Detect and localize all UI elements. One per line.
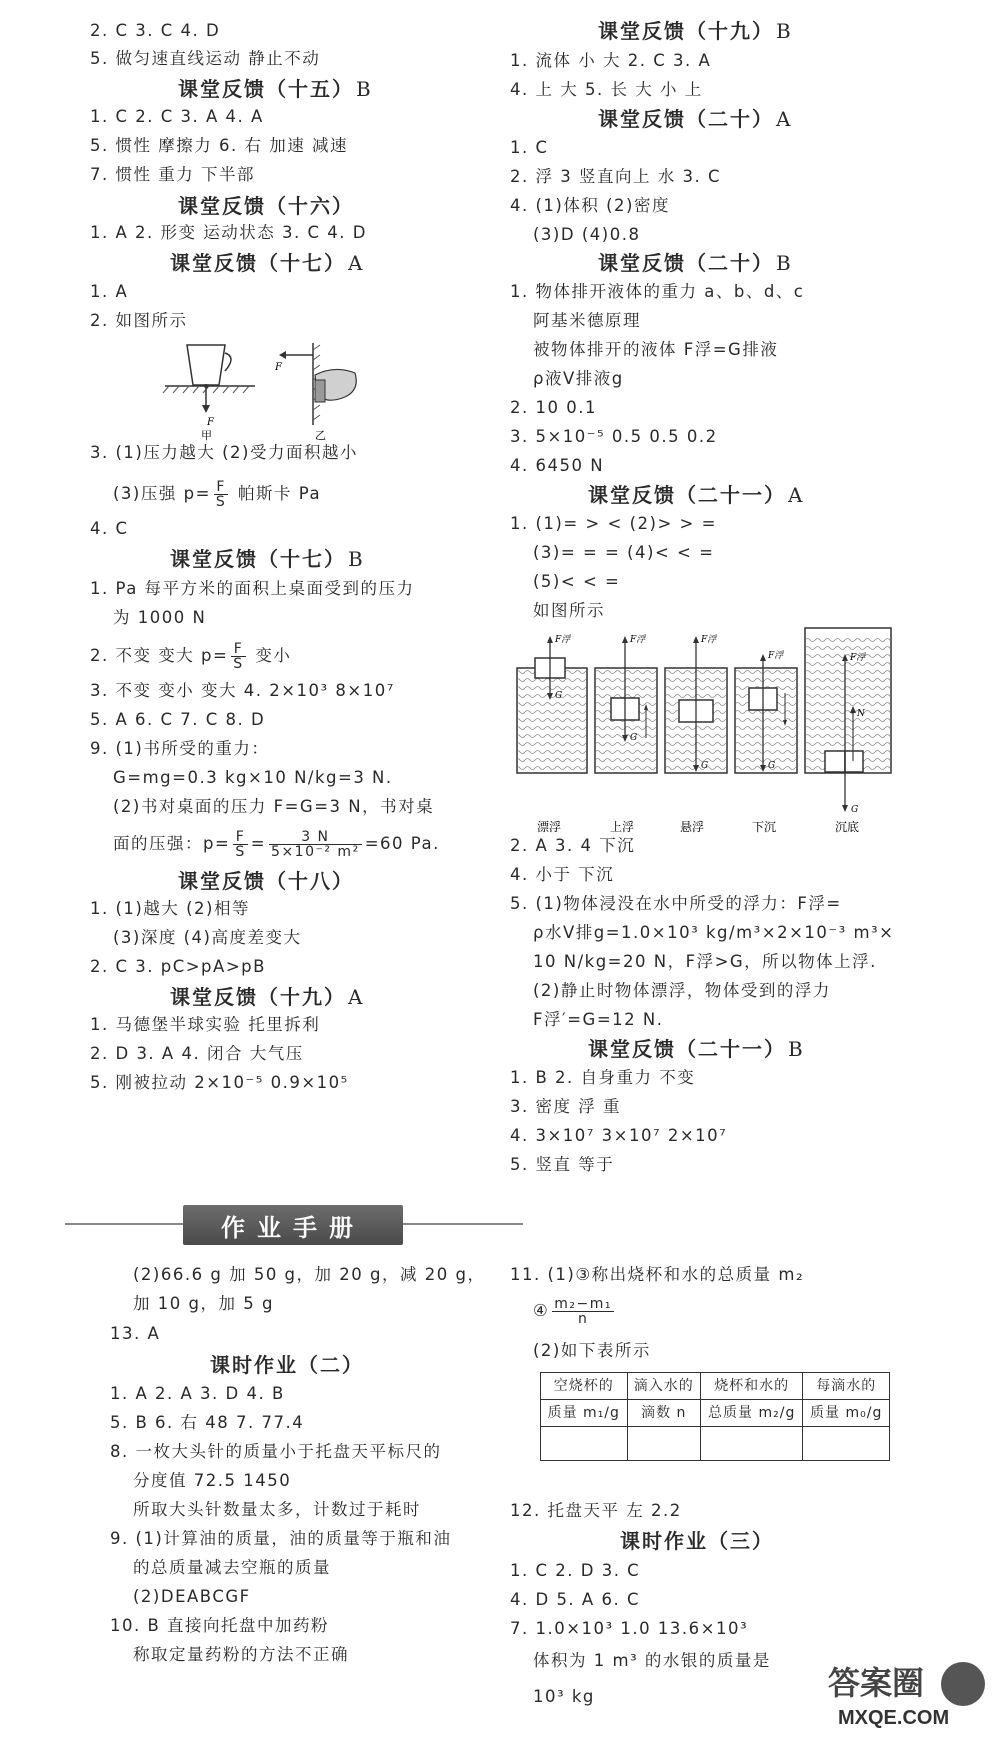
- answer-line: 5. 竖直 等于: [510, 1155, 615, 1174]
- force-label: F: [207, 417, 214, 428]
- state-label: 沉底: [835, 820, 860, 834]
- answer-line: 3. 不变 变小 变大 4. 2×10³ 8×10⁷: [90, 681, 395, 700]
- table-cell: 滴数 n: [627, 1400, 700, 1427]
- table-cell: 质量 m₁/g: [541, 1400, 628, 1427]
- svg-text:F浮: F浮: [850, 653, 866, 663]
- cup-drawing: [187, 345, 231, 385]
- svg-text:G: G: [701, 761, 709, 771]
- answer-line: (2)书对桌面的压力 F=G=3 N，书对桌: [113, 797, 435, 816]
- answer-line: (3)D (4)0.8: [533, 225, 641, 244]
- answer-line: 5. A 6. C 7. C 8. D: [90, 710, 266, 729]
- answer-line: 1. 马德堡半球实验 托里拆利: [90, 1015, 321, 1034]
- banner-rule-right: [403, 1223, 523, 1225]
- answer-line: 4. 上 大 5. 长 大 小 上: [510, 80, 703, 99]
- fraction: $\frac{\text{m₂−m₁}}{n}$: [554, 1296, 613, 1327]
- answer-line: (5)< < =: [533, 572, 621, 591]
- table-cell: [700, 1427, 802, 1461]
- answer-line: ④ $\frac{\text{m₂−m₁}}{n}$: [533, 1296, 613, 1327]
- section-heading: 课堂反馈（十八）: [178, 869, 354, 893]
- buoyancy-diagram-figure: [515, 628, 895, 833]
- answer-line: 如图所示: [533, 601, 605, 620]
- answer-line: 10. B 直接向托盘中加药粉: [110, 1616, 330, 1635]
- answer-line: (2)DEABCGF: [133, 1587, 251, 1606]
- answer-line: 5. 刚被拉动 2×10⁻⁵ 0.9×10⁵: [90, 1073, 349, 1092]
- fraction: $\frac{F}{S}$: [233, 641, 244, 672]
- data-table: [540, 1372, 890, 1461]
- answer-line: 1. B 2. 自身重力 不变: [510, 1068, 696, 1087]
- answer-line: 4. (1)体积 (2)密度: [510, 196, 670, 215]
- section-heading: 课堂反馈（十六）: [178, 194, 354, 218]
- beaker-sunk: [805, 628, 891, 815]
- answer-line: 1. (1)越大 (2)相等: [90, 899, 250, 918]
- table-cell: 空烧杯的: [541, 1373, 628, 1400]
- answer-line: 的总质量减去空瓶的质量: [133, 1558, 331, 1577]
- watermark-logo: [818, 1652, 988, 1732]
- svg-text:答案圈: 答案圈: [828, 1664, 925, 1702]
- table-cell: 质量 m₀/g: [803, 1400, 890, 1427]
- answer-line: 1. C 2. D 3. C: [510, 1561, 641, 1580]
- answer-line: 2. A 3. 4 下沉: [510, 836, 636, 855]
- answer-line: 5. 做匀速直线运动 静止不动: [90, 49, 321, 68]
- answer-line: 分度值 72.5 1450: [133, 1471, 292, 1490]
- answer-line: 2. 如图所示: [90, 311, 188, 330]
- answer-line: (3)压强 p= $\frac{F}{S}$ 帕斯卡 Pa: [113, 479, 322, 510]
- answer-line: 面的压强：p= $\frac{F}{S}$ = $\frac{3 N}{\text{5×10⁻² m²}}$ =60 Pa.: [113, 829, 440, 860]
- answer-line: 10 N/kg=20 N，F浮>G，所以物体上浮.: [533, 952, 877, 971]
- answer-line: 1. C: [510, 138, 549, 157]
- section-heading: 课堂反馈（十七） B: [170, 547, 365, 571]
- answer-line: 7. 1.0×10³ 1.0 13.6×10³: [510, 1619, 749, 1638]
- svg-text:MXQE.COM: MXQE.COM: [838, 1707, 950, 1729]
- answer-line: 1. A: [90, 282, 129, 301]
- beaker-sinking: [735, 650, 797, 773]
- table-cell: 每滴水的: [803, 1373, 890, 1400]
- answer-line: 5. B 6. 右 48 7. 77.4: [110, 1413, 305, 1432]
- answer-line: (3)= = = (4)< < =: [533, 543, 715, 562]
- section-heading: 课时作业（二）: [210, 1353, 364, 1377]
- answer-line: 所取大头针数量太多，计数过于耗时: [133, 1500, 421, 1519]
- table-row: [541, 1427, 890, 1461]
- answer-line: 12. 托盘天平 左 2.2: [510, 1501, 682, 1520]
- svg-text:G: G: [768, 761, 776, 771]
- state-label: 上浮: [610, 820, 635, 834]
- beaker-floating: [517, 634, 587, 773]
- answer-line: G=mg=0.3 kg×10 N/kg=3 N.: [113, 768, 393, 787]
- answer-line: 1. C 2. C 3. A 4. A: [90, 107, 264, 126]
- state-label: 悬浮: [680, 820, 705, 834]
- section-heading: 课堂反馈（二十一） B: [588, 1037, 805, 1061]
- answer-line: 体积为 1 m³ 的水银的质量是: [533, 1651, 771, 1670]
- section-banner: 作业手册: [183, 1205, 403, 1245]
- answer-line: 3. 密度 浮 重: [510, 1097, 621, 1116]
- answer-line: (3)深度 (4)高度差变大: [113, 928, 302, 947]
- table-cell: 滴入水的: [627, 1373, 700, 1400]
- answer-line: 4. C: [90, 519, 129, 538]
- answer-line: 称取定量药粉的方法不正确: [133, 1645, 349, 1664]
- answer-line: 3. 5×10⁻⁵ 0.5 0.5 0.2: [510, 427, 718, 446]
- answer-line: ρ水V排g=1.0×10³ kg/m³×2×10⁻³ m³×: [533, 923, 895, 942]
- answer-line: 3. (1)压力越大 (2)受力面积越小: [90, 443, 358, 462]
- svg-text:F浮: F浮: [555, 635, 571, 645]
- table-cell: [803, 1427, 890, 1461]
- section-heading: 课堂反馈（二十） B: [598, 251, 793, 275]
- state-label: 漂浮: [537, 820, 562, 834]
- section-heading: 课时作业（三）: [620, 1529, 774, 1553]
- answer-line: 为 1000 N: [113, 608, 207, 627]
- svg-text:G: G: [851, 805, 859, 815]
- beaker-rising: [595, 634, 657, 773]
- answer-line: (2)静止时物体漂浮，物体受到的浮力: [533, 981, 831, 1000]
- answer-line: 13. A: [110, 1324, 161, 1343]
- fraction: $\frac{F}{S}$: [235, 829, 246, 860]
- state-label: 下沉: [752, 820, 777, 834]
- answer-line: 1. (1)= > < (2)> > =: [510, 514, 717, 533]
- figure-label-jia: 甲: [201, 429, 212, 442]
- section-heading: 课堂反馈（十七） A: [170, 251, 365, 275]
- answer-line: 2. C 3. pC>pA>pB: [90, 957, 266, 976]
- section-heading: 课堂反馈（十五） B: [178, 77, 373, 101]
- fraction: $\frac{F}{S}$: [215, 479, 227, 510]
- table-cell: [541, 1427, 628, 1461]
- figure-label-yi: 乙: [315, 429, 326, 442]
- answer-line: 2. 10 0.1: [510, 398, 597, 417]
- banner-rule-left: [65, 1223, 183, 1225]
- answer-line: 1. A 2. 形变 运动状态 3. C 4. D: [90, 223, 367, 242]
- answer-line: (2)66.6 g 加 50 g，加 20 g，减 20 g，: [133, 1265, 486, 1284]
- answer-line: 2. C 3. C 4. D: [90, 21, 221, 40]
- section-heading: 课堂反馈（二十） A: [598, 107, 793, 131]
- svg-text:G: G: [555, 691, 563, 701]
- svg-text:F浮: F浮: [701, 635, 717, 645]
- svg-text:G: G: [630, 733, 638, 743]
- answer-line: 1. 流体 小 大 2. C 3. A: [510, 51, 712, 70]
- answer-line: 阿基米德原理: [533, 311, 641, 330]
- answer-line: 7. 惯性 重力 下半部: [90, 165, 255, 184]
- answer-line: 4. 6450 N: [510, 456, 605, 475]
- answer-line: ρ液V排液g: [533, 369, 624, 388]
- answer-line: 2. D 3. A 4. 闭合 大气压: [90, 1044, 304, 1063]
- table-row: [541, 1373, 890, 1400]
- section-heading: 课堂反馈（二十一） A: [588, 483, 805, 507]
- answer-line: 5. 惯性 摩擦力 6. 右 加速 减速: [90, 136, 348, 155]
- answer-line: 4. 3×10⁷ 3×10⁷ 2×10⁷: [510, 1126, 728, 1145]
- beaker-suspended: [665, 634, 727, 773]
- answer-line: 2. 浮 3 竖直向上 水 3. C: [510, 167, 721, 186]
- answer-line: 4. D 5. A 6. C: [510, 1590, 640, 1609]
- answer-line: F浮′=G=12 N.: [533, 1010, 664, 1029]
- answer-line: 10³ kg: [533, 1687, 595, 1706]
- answer-line: 1. A 2. A 3. D 4. B: [110, 1384, 285, 1403]
- answer-line: 加 10 g，加 5 g: [133, 1294, 274, 1313]
- table-cell: 总质量 m₂/g: [700, 1400, 802, 1427]
- answer-line: 4. 小于 下沉: [510, 865, 615, 884]
- answer-line: 11. (1)③称出烧杯和水的总质量 m₂: [510, 1265, 805, 1284]
- svg-text:N: N: [857, 709, 865, 719]
- table-cell: [627, 1427, 700, 1461]
- svg-text:F浮: F浮: [630, 635, 646, 645]
- answer-line: 9. (1)书所受的重力：: [90, 739, 270, 758]
- svg-text:F: F: [275, 362, 282, 373]
- force-diagram-figure: [155, 335, 375, 442]
- section-heading: 课堂反馈（十九） A: [170, 985, 365, 1009]
- table-cell: 烧杯和水的: [700, 1373, 802, 1400]
- section-heading: 课堂反馈（十九） B: [598, 19, 793, 43]
- svg-text:F浮: F浮: [768, 651, 784, 661]
- answer-line: (2)如下表所示: [533, 1341, 651, 1360]
- answer-line: 1. 物体排开液体的重力 a、b、d、c: [510, 282, 805, 301]
- answer-line: 8. 一枚大头针的质量小于托盘天平标尺的: [110, 1442, 442, 1461]
- answer-line: 被物体排开的液体 F浮=G排液: [533, 340, 779, 359]
- answer-line: 9. (1)计算油的质量，油的质量等于瓶和油: [110, 1529, 452, 1548]
- answer-line: 5. (1)物体浸没在水中所受的浮力：F浮=: [510, 894, 842, 913]
- fraction: $\frac{3 N}{\text{5×10⁻² m²}}$: [271, 829, 360, 860]
- answer-line: 2. 不变 变大 p= $\frac{F}{S}$ 变小: [90, 641, 292, 672]
- answer-line: 1. Pa 每平方米的面积上桌面受到的压力: [90, 579, 415, 598]
- table-row: [541, 1400, 890, 1427]
